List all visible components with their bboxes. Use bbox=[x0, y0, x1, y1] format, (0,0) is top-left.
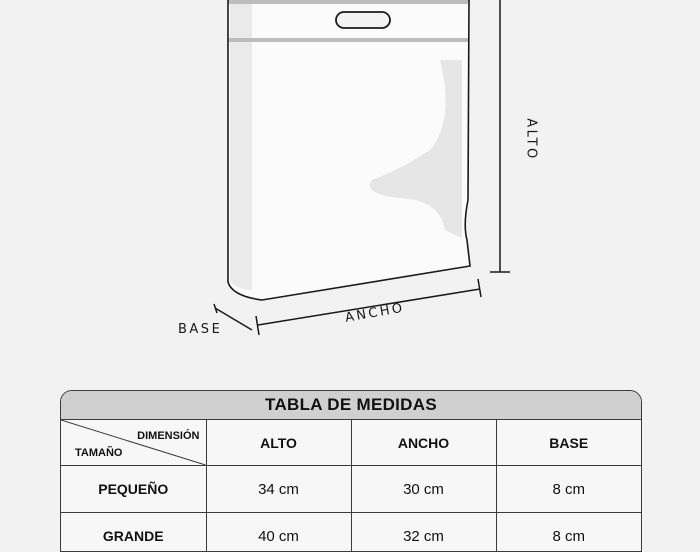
table-cell: 30 cm bbox=[351, 466, 496, 513]
ancho-dimension-tick-right bbox=[478, 279, 481, 297]
table-cell: 34 cm bbox=[206, 466, 351, 513]
base-label: BASE bbox=[178, 322, 222, 337]
top-seal-band bbox=[229, 0, 468, 4]
table-row bbox=[61, 513, 641, 552]
bag-side-shade bbox=[230, 0, 252, 290]
column-header-ancho: ANCHO bbox=[351, 420, 496, 466]
alto-label: ALTO bbox=[524, 115, 539, 165]
table-cell: 8 cm bbox=[496, 466, 641, 513]
table-row bbox=[61, 466, 641, 513]
corner-size-label: TAMAÑO bbox=[75, 447, 122, 459]
table-cell: 40 cm bbox=[206, 513, 351, 552]
table-header-row bbox=[61, 420, 641, 466]
table-cell: 32 cm bbox=[351, 513, 496, 552]
table-cell: 8 cm bbox=[496, 513, 641, 552]
row-size-label: GRANDE bbox=[61, 513, 206, 552]
row-size-label: PEQUEÑO bbox=[61, 466, 206, 513]
table-title: TABLA DE MEDIDAS bbox=[61, 391, 641, 420]
ancho-label: ANCHO bbox=[344, 301, 406, 326]
measurements-table bbox=[61, 420, 641, 552]
size-table bbox=[60, 390, 642, 552]
corner-cell bbox=[61, 420, 206, 466]
column-header-base: BASE bbox=[496, 420, 641, 466]
handle-seal-band bbox=[229, 38, 468, 42]
corner-dimension-label: DIMENSIÓN bbox=[137, 430, 199, 442]
column-header-alto: ALTO bbox=[206, 420, 351, 466]
handle-cutout bbox=[336, 12, 390, 28]
